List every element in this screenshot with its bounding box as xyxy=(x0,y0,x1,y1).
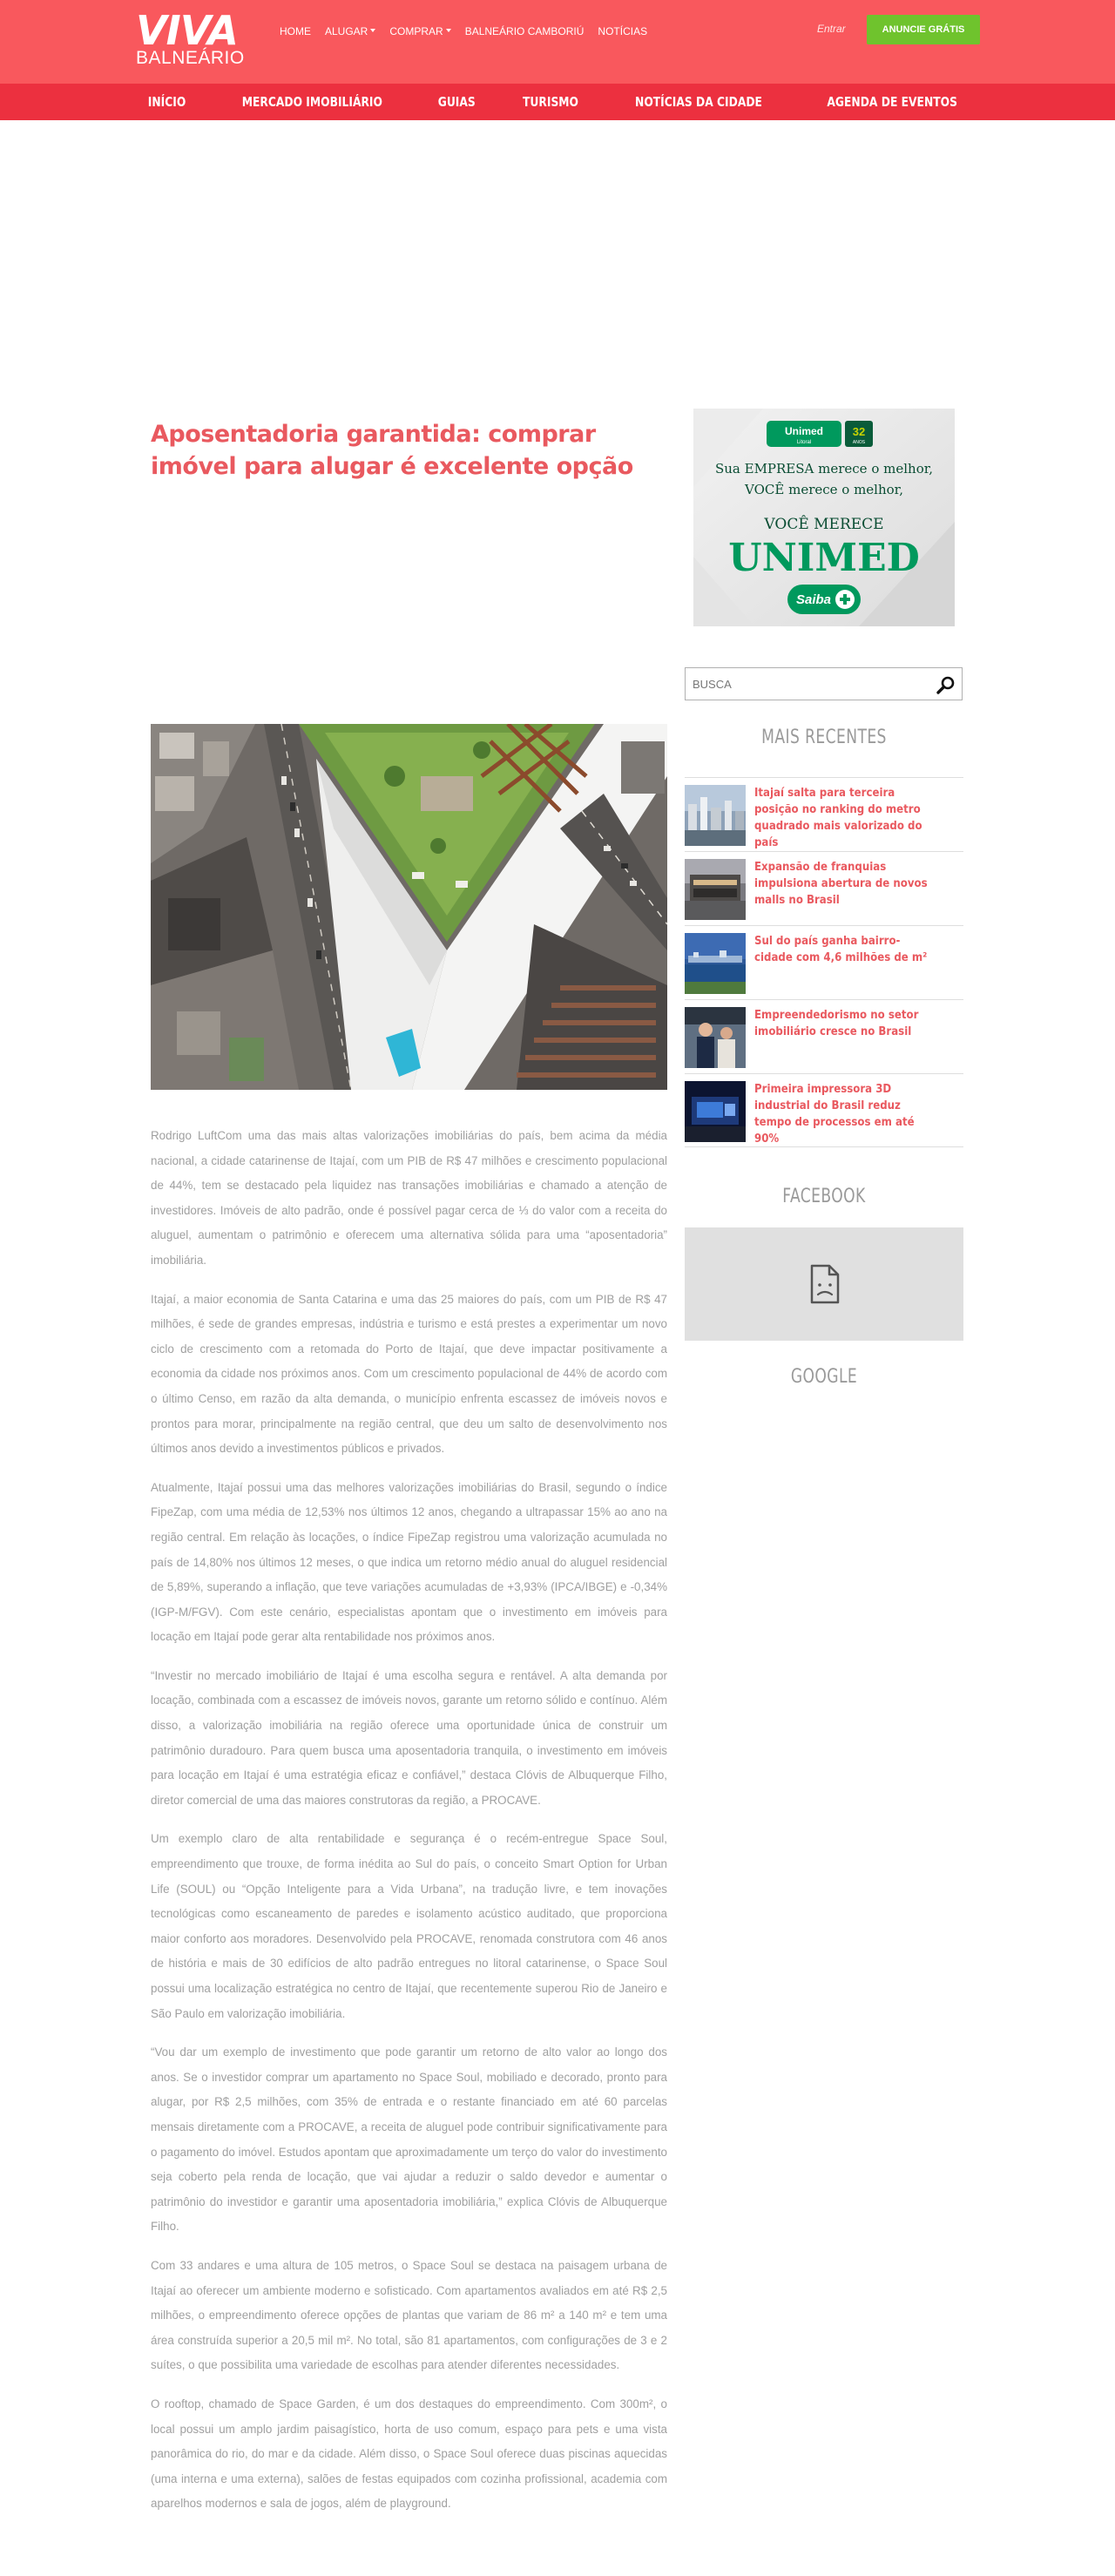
search-icon xyxy=(936,674,956,695)
main-nav-inicio[interactable]: INÍCIO xyxy=(147,94,186,110)
article-paragraph: Itajaí, a maior economia de Santa Catarina e uma das 25 maiores do país, com um PIB de R$ 47 milhões, é sede de grandes empresas, indústria e turismo e está prestes a experimentar um novo ciclo de crescimento com a retomada do Porto de Itajaí, que deve impactar positivamente a economia da cidade nos próximos anos. Com um crescimento populacional de 44% de acordo com o último Censo, em razão da alta demanda, o município enfrenta escassez de imóveis novos e prontos para morar, principalmente na região central, que deu um salto de desenvolvimento nos últimos anos devido a investimentos públicos e privados. xyxy=(151,1292,667,1456)
ad-headline: UNIMED xyxy=(728,536,920,580)
site-logo[interactable] xyxy=(136,7,245,71)
recent-post-item[interactable] xyxy=(685,851,963,925)
recent-post-title: Expansão de franquias impulsiona abertura de novos malls no Brasil xyxy=(754,861,928,907)
sidebar-ad-banner[interactable] xyxy=(693,409,955,626)
aerial-building-photo xyxy=(151,724,667,1090)
logo-subtitle: BALNEÁRIO xyxy=(136,48,245,68)
recent-post-thumbnail xyxy=(685,1081,746,1142)
top-nav-noticias[interactable] xyxy=(598,25,647,37)
article-paragraph: Um exemplo claro de alta rentabilidade e segurança é o recém-entregue Space Soul, empreendimento que trouxe, de forma inédita ao Sul do país, o conceito Smart Option for Urban Life (SOUL) ou “Opção Inteligente para a Vida Urbana”, na tradução livre, e tem inovações tecnológicas como escaneamento de paredes e isolamento acústico auditado, que proporciona maior conforto aos moradores. Desenvolvido pela PROCAVE, renomada construtora com 46 anos de história e mais de 30 edifícios de alto padrão entregues no litoral catarinense, o Space Soul possui uma localização estratégica no centro de Itajaí, que recentemente superou Rio de Janeiro e São Paulo em valorização imobiliária. xyxy=(151,1832,667,2020)
recent-post-item[interactable] xyxy=(685,999,963,1073)
article-paragraph: O rooftop, chamado de Space Garden, é um dos destaques do empreendimento. Com 300m², o local possui um amplo jardim paisagístico, horta de uso comum, espaço para pets e uma vista panorâmica do rio, do mar e da cidade. Além disso, o Space Soul oferece duas piscinas aquecidas (uma interna e uma externa), salões de festas equipados com cozinha profissional, academia com aparelhos modernos e sala de jogos, além de playground. xyxy=(151,2397,667,2511)
google-heading: GOOGLE xyxy=(790,1366,858,1388)
ad-line-1: Sua EMPRESA merece o melhor, xyxy=(714,461,934,477)
facebook-heading: FACEBOOK xyxy=(782,1186,866,1207)
ad-brand-sub: Litoral xyxy=(796,440,812,445)
article-paragraph: Com 33 andares e uma altura de 105 metros, o Space Soul se destaca na paisagem urbana de Itajaí ao oferecer um ambiente moderno e sofisticado. Com apartamentos avaliados em até R$ 2,5 milhões, o empreendimento oferece opções de plantas que variam de 86 m² a 140 m² e tem uma área construída superior a 20,5 mil m². No total, são 81 apartamentos, com configurações de 3 e 2 suítes, o que possibilita uma variedade de escolhas para atender diferentes necessidades. xyxy=(151,2258,667,2372)
main-nav-turismo[interactable]: TURISMO xyxy=(522,94,578,110)
recent-post-thumbnail xyxy=(685,933,746,994)
top-header xyxy=(0,0,1115,84)
main-nav-guias[interactable]: GUIAS xyxy=(438,94,476,110)
caret-down-icon xyxy=(370,29,375,32)
broken-document-icon xyxy=(807,1264,841,1304)
article-body xyxy=(151,1124,667,2531)
recent-post-item[interactable] xyxy=(685,925,963,999)
article-title: Aposentadoria garantida: comprar imóvel para alugar é excelente opção xyxy=(151,421,633,480)
top-nav-label: COMPRAR xyxy=(389,25,443,37)
ad-line-3: VOCÊ MERECE xyxy=(764,516,884,533)
article-paragraph: Rodrigo LuftCom uma das mais altas valorizações imobiliárias do país, bem acima da média nacional, a cidade catarinense de Itajaí, com um PIB de R$ 47 milhões e crescimento populacional de 44%, tem se destacado pela liquidez nas transações imobiliárias e chamado a atenção de investidores. Imóveis de alto padrão, onde é possível pagar cerca de ⅓ do valor com a receita do aluguel, aumentam o patrimônio e oferecem uma alternativa sólida para uma “aposentadoria” imobiliária. xyxy=(151,1129,667,1267)
recent-post-thumbnail xyxy=(685,859,746,920)
ad-button-label: Saiba xyxy=(795,592,832,607)
search-button[interactable] xyxy=(936,674,956,695)
logo-wordmark: VIVA xyxy=(136,7,238,54)
recent-post-thumbnail xyxy=(685,785,746,846)
ad-brand: Unimed xyxy=(784,425,824,437)
article-paragraph: Atualmente, Itajaí possui uma das melhores valorizações imobiliárias do Brasil, segundo o índice FipeZap, com uma média de 12,53% nos últimos 12 anos, chegando a ultrapassar 15% ao ano na região central. Em relação às locações, o índice FipeZap registrou uma valorização acumulada no país de 14,80% nos últimos 12 meses, o que indica um retorno médio anual do aluguel residencial de 5,89%, superando a inflação, que teve variações acumuladas de +3,93% (IPCA/IBGE) e -0,34% (IGP-M/FGV). Com este cenário, especialistas apontam que o investimento em imóveis para locação em Itajaí pode gerar alta rentabilidade nos próximos anos. xyxy=(151,1480,667,1644)
login-link[interactable]: Entrar xyxy=(817,23,846,35)
announce-free-button[interactable]: ANUNCIE GRÁTIS xyxy=(867,15,980,44)
top-nav-label: BALNEÁRIO CAMBORIÚ xyxy=(464,25,585,37)
main-nav-agenda-de-eventos[interactable]: AGENDA DE EVENTOS xyxy=(827,94,957,110)
recent-post-title: Itajaí salta para terceira posição no ranking do metro quadrado mais valorizado do país xyxy=(754,787,922,849)
facebook-widget[interactable] xyxy=(685,1227,963,1341)
main-nav xyxy=(0,84,1115,120)
recent-post-title: Empreendedorismo no setor imobiliário cresce no Brasil xyxy=(754,1009,919,1038)
article-hero-image xyxy=(151,724,667,1090)
recent-heading: MAIS RECENTES xyxy=(761,727,887,748)
article-paragraph: “Vou dar um exemplo de investimento que pode garantir um retorno de alto valor ao longo dos anos. Se o investidor comprar um apartamento no Space Soul, mobiliado e decorado, pronto para alugar, por R$ 2,5 milhões, com 35% de entrada e o restante financiado em até 60 parcelas mensais diretamente com a PROCAVE, a receita de aluguel pode contribuir significativamente para o pagamento do imóvel. Estudos apontam que aproximadamente um terço do valor do investimento seja coberto pela renda de locação, que vai ajudar a reduzir o saldo devedor e aumentar o patrimônio do investidor e garantir uma aposentadoria imobiliária,” explica Clóvis de Albuquerque Filho. xyxy=(151,2045,667,2234)
top-nav-label: NOTÍCIAS xyxy=(598,25,648,37)
article-paragraph: “Investir no mercado imobiliário de Itajaí é uma escolha segura e rentável. A alta demanda por locação, combinada com a escassez de imóveis novos, garante um retorno sólido e contínuo. Além disso, a valorização imobiliária na região oferece uma oportunidade única de construir um patrimônio duradouro. Para quem busca uma aposentadoria tranquila, o investimento em imóveis para locação em Itajaí é uma estratégia eficaz e confiável,” destaca Clóvis de Albuquerque Filho, diretor comercial de uma das maiores construtoras da região, a PROCAVE. xyxy=(151,1668,667,1807)
ad-artwork xyxy=(693,409,955,626)
main-nav-noticias-da-cidade[interactable]: NOTÍCIAS DA CIDADE xyxy=(634,94,762,110)
ad-badge-number: 32 xyxy=(852,425,866,438)
top-nav-alugar[interactable] xyxy=(325,25,375,37)
recent-posts-list xyxy=(685,777,963,1147)
top-nav-label: ALUGAR xyxy=(325,25,368,37)
recent-post-title: Sul do país ganha bairro-cidade com 4,6 milhões de m² xyxy=(754,935,928,964)
main-nav-mercado-imobiliario[interactable]: MERCADO IMOBILIÁRIO xyxy=(241,94,382,110)
top-nav-comprar[interactable] xyxy=(389,25,450,37)
search-box xyxy=(685,667,963,700)
recent-post-item[interactable] xyxy=(685,1073,963,1147)
top-nav-balneario-camboriu[interactable] xyxy=(465,25,585,37)
recent-post-title: Primeira impressora 3D industrial do Brasil reduz tempo de processos em até 90% xyxy=(754,1083,915,1146)
ad-line-2: VOCÊ merece o melhor, xyxy=(745,482,903,497)
top-nav-label: HOME xyxy=(280,25,311,37)
caret-down-icon xyxy=(446,29,451,32)
recent-post-item[interactable] xyxy=(685,777,963,851)
search-input[interactable] xyxy=(686,668,929,700)
top-nav xyxy=(280,25,647,37)
ad-badge-sub: ANOS xyxy=(852,440,866,445)
top-nav-home[interactable] xyxy=(280,25,311,37)
recent-post-thumbnail xyxy=(685,1007,746,1068)
